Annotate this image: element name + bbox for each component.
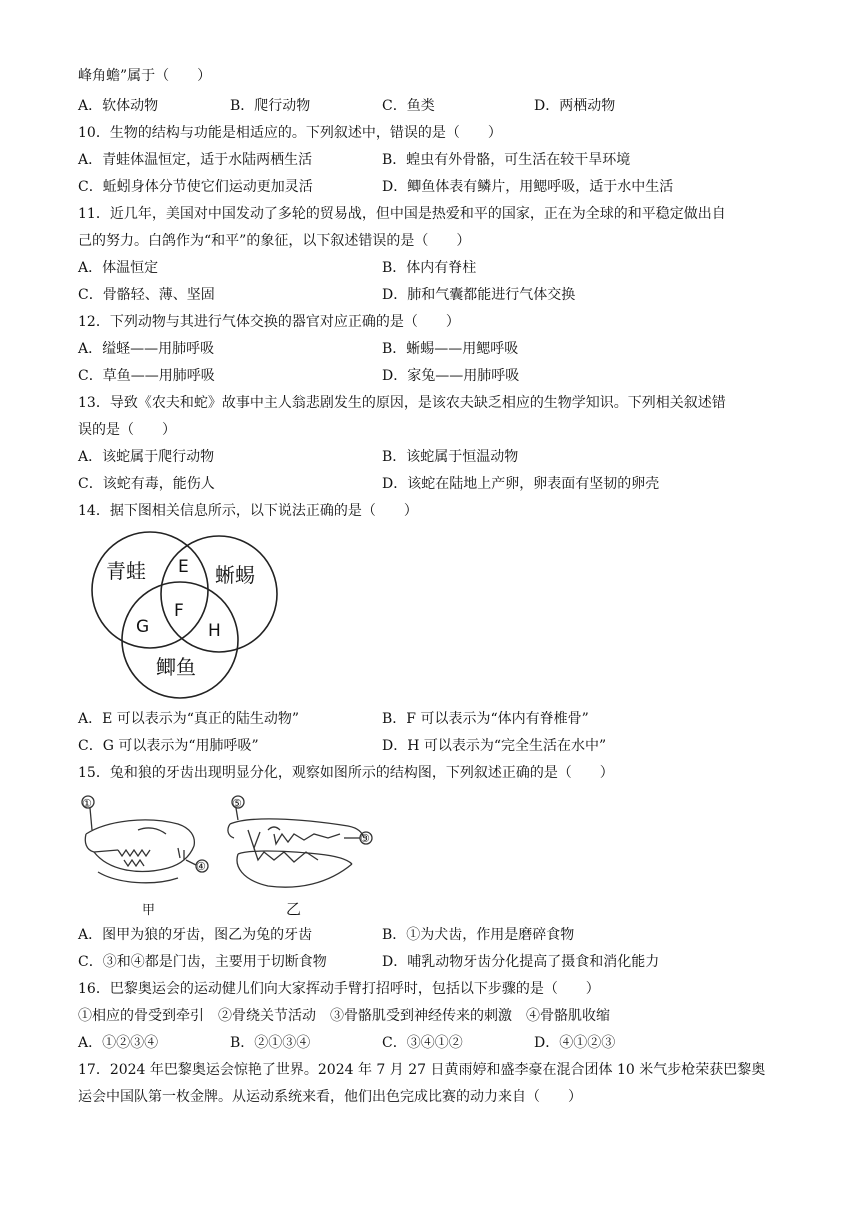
q14-option-a: A．E 可以表示为“真正的陆生动物” bbox=[78, 711, 300, 727]
q15-option-a: A．图甲为狼的牙齿，图乙为兔的牙齿 bbox=[78, 927, 313, 943]
q16-option-d: D．④①②③ bbox=[534, 1035, 616, 1051]
q16-stem: 16．巴黎奥运会的运动健儿们向大家挥动手臂打招呼时，包括以下步骤的是（ ） bbox=[78, 981, 600, 997]
q10-option-d: D．鲫鱼体表有鳞片，用鳃呼吸，适于水中生活 bbox=[382, 179, 674, 195]
rabbit-skull-drawing bbox=[82, 796, 208, 883]
q14-option-d: D．H 可以表示为“完全生活在水中” bbox=[382, 738, 607, 754]
q13-stem-line1: 13．导致《农夫和蛇》故事中主人翁悲剧发生的原因，是该农夫缺乏相应的生物学知识。下列相关叙述错 bbox=[78, 395, 726, 411]
q11-option-b: B．体内有脊柱 bbox=[382, 260, 477, 276]
marker-1-label: ① bbox=[82, 797, 92, 810]
frog-label: 青蛙 bbox=[106, 559, 146, 583]
q9-stem: 峰角蟾”属于（ ） bbox=[78, 68, 212, 84]
q10-stem: 10．生物的结构与功能是相适应的。下列叙述中，错误的是（ ） bbox=[78, 125, 502, 141]
q12-option-d: D．家兔——用肺呼吸 bbox=[382, 368, 520, 384]
q10-option-a: A．青蛙体温恒定，适于水陆两栖生活 bbox=[78, 152, 313, 168]
q13-option-b: B．该蛇属于恒温动物 bbox=[382, 449, 519, 465]
lizard-label: 蜥蜴 bbox=[215, 563, 255, 587]
q9-option-c: C．鱼类 bbox=[382, 98, 435, 114]
q14-stem: 14．据下图相关信息所示，以下说法正确的是（ ） bbox=[78, 503, 418, 519]
fish-label: 鲫鱼 bbox=[156, 655, 196, 679]
q15-option-d: D．哺乳动物牙齿分化提高了摄食和消化能力 bbox=[382, 954, 660, 970]
q13-option-d: D．该蛇在陆地上产卵，卵表面有坚韧的卵壳 bbox=[382, 476, 660, 492]
q9-option-d: D．两栖动物 bbox=[534, 98, 616, 114]
q15-option-c: C．③和④都是门齿，主要用于切断食物 bbox=[78, 954, 327, 970]
q12-option-b: B．蜥蜴——用鳃呼吸 bbox=[382, 341, 519, 357]
q12-option-a: A．缢蛏——用肺呼吸 bbox=[78, 341, 215, 357]
q13-option-a: A．该蛇属于爬行动物 bbox=[78, 449, 215, 465]
q14-option-b: B．F 可以表示为“体内有脊椎骨” bbox=[382, 711, 589, 727]
venn-diagram bbox=[84, 528, 284, 702]
q9-option-b: B．爬行动物 bbox=[230, 98, 311, 114]
region-h-label: H bbox=[208, 621, 221, 641]
marker-3-label: ③ bbox=[360, 832, 370, 845]
q16-option-a: A．①②③④ bbox=[78, 1035, 159, 1051]
q16-option-c: C．③④①② bbox=[382, 1035, 463, 1051]
q17-stem-line2: 运会中国队第一枚金牌。从运动系统来看，他们出色完成比赛的动力来自（ ） bbox=[78, 1089, 582, 1105]
q11-stem-line2: 己的努力。白鸽作为“和平”的象征，以下叙述错误的是（ ） bbox=[78, 233, 471, 249]
q13-option-c: C．该蛇有毒，能伤人 bbox=[78, 476, 215, 492]
caption-yi: 乙 bbox=[286, 900, 302, 918]
q12-option-c: C．草鱼——用肺呼吸 bbox=[78, 368, 215, 384]
q15-option-b: B．①为犬齿，作用是磨碎食物 bbox=[382, 927, 575, 943]
q12-stem: 12．下列动物与其进行气体交换的器官对应正确的是（ ） bbox=[78, 314, 460, 330]
caption-jia: 甲 bbox=[142, 903, 156, 918]
q17-stem-line1: 17．2024 年巴黎奥运会惊艳了世界。2024 年 7 月 27 日黄雨婷和盛李豪在混合团体 10 米气步枪荣获巴黎奥 bbox=[78, 1062, 766, 1078]
q11-option-a: A．体温恒定 bbox=[78, 260, 159, 276]
q9-option-a: A．软体动物 bbox=[78, 98, 159, 114]
teeth-figure bbox=[78, 790, 388, 918]
q10-option-c: C．蚯蚓身体分节使它们运动更加灵活 bbox=[78, 179, 313, 195]
wolf-skull-drawing bbox=[228, 796, 372, 887]
q16-steps: ①相应的骨受到牵引 ②骨绕关节活动 ③骨骼肌受到神经传来的刺激 ④骨骼肌收缩 bbox=[78, 1008, 610, 1024]
q10-option-b: B．蝗虫有外骨骼，可生活在较干旱环境 bbox=[382, 152, 631, 168]
marker-4-label: ④ bbox=[196, 860, 206, 873]
q16-option-b: B．②①③④ bbox=[230, 1035, 311, 1051]
region-g-label: G bbox=[136, 617, 150, 637]
marker-5-label: ⑤ bbox=[232, 797, 242, 810]
region-e-label: E bbox=[178, 557, 189, 577]
region-f-label: F bbox=[174, 601, 184, 621]
q13-stem-line2: 误的是（ ） bbox=[78, 422, 176, 438]
q11-stem-line1: 11．近几年，美国对中国发动了多轮的贸易战，但中国是热爱和平的国家，正在为全球的和平稳定做出自 bbox=[78, 206, 726, 222]
q11-option-d: D．肺和气囊都能进行气体交换 bbox=[382, 287, 576, 303]
q11-option-c: C．骨骼轻、薄、坚固 bbox=[78, 287, 215, 303]
q15-stem: 15．兔和狼的牙齿出现明显分化，观察如图所示的结构图，下列叙述正确的是（ ） bbox=[78, 765, 614, 781]
q14-option-c: C．G 可以表示为“用肺呼吸” bbox=[78, 738, 259, 754]
